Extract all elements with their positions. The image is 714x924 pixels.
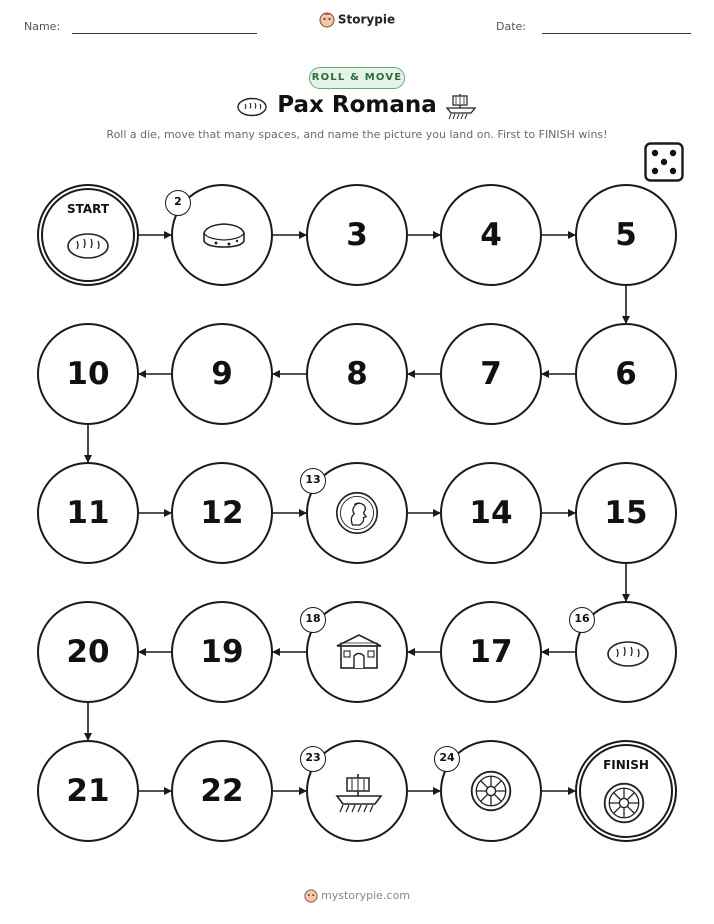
space-number: 4 bbox=[480, 217, 502, 253]
board-space bbox=[575, 323, 677, 425]
brand-name: Storypie bbox=[337, 12, 396, 27]
space-number: 3 bbox=[346, 217, 368, 253]
page-title: Pax Romana bbox=[277, 92, 437, 118]
space-number: 9 bbox=[211, 356, 233, 392]
chariot-wheel-icon bbox=[468, 768, 518, 808]
space-number: 12 bbox=[200, 495, 244, 531]
board-space bbox=[306, 184, 408, 286]
roman-coin-icon bbox=[334, 490, 384, 530]
board-space bbox=[306, 740, 408, 842]
board-space bbox=[440, 601, 542, 703]
space-number: 5 bbox=[615, 217, 637, 253]
board-space bbox=[575, 462, 677, 564]
board-space bbox=[440, 323, 542, 425]
space-number: 22 bbox=[200, 773, 244, 809]
space-number: 11 bbox=[66, 495, 110, 531]
board-space bbox=[306, 323, 408, 425]
finish-label: FINISH bbox=[603, 758, 649, 772]
space-number: 24 bbox=[434, 746, 460, 772]
board-space bbox=[37, 740, 139, 842]
board-space bbox=[575, 601, 677, 703]
date-label: Date: bbox=[496, 20, 526, 33]
board-space bbox=[171, 184, 273, 286]
space-number: 7 bbox=[480, 356, 502, 392]
space-number: 6 bbox=[615, 356, 637, 392]
board-space bbox=[440, 184, 542, 286]
space-number: 18 bbox=[300, 607, 326, 633]
board-space bbox=[306, 462, 408, 564]
space-number: 15 bbox=[604, 495, 648, 531]
board-space bbox=[440, 740, 542, 842]
board-space bbox=[37, 601, 139, 703]
space-number: 19 bbox=[200, 634, 244, 670]
space-number: 23 bbox=[300, 746, 326, 772]
footer bbox=[0, 889, 714, 903]
bread-icon bbox=[603, 632, 653, 672]
board-space bbox=[440, 462, 542, 564]
start-label: START bbox=[66, 202, 110, 216]
space-number: 17 bbox=[469, 634, 513, 670]
space-number: 10 bbox=[66, 356, 110, 392]
space-number: 14 bbox=[469, 495, 513, 531]
board-space bbox=[37, 462, 139, 564]
bread-icon bbox=[63, 224, 113, 264]
space-number: 21 bbox=[66, 773, 110, 809]
space-number: 2 bbox=[165, 190, 191, 216]
space-number: 13 bbox=[300, 468, 326, 494]
finish-space bbox=[575, 740, 677, 842]
board-space bbox=[171, 601, 273, 703]
roman-house-icon bbox=[334, 632, 384, 672]
board-space bbox=[171, 323, 273, 425]
space-number: 8 bbox=[346, 356, 368, 392]
board-space bbox=[171, 740, 273, 842]
galley-ship-icon bbox=[334, 771, 384, 811]
board-space bbox=[306, 601, 408, 703]
space-number: 16 bbox=[569, 607, 595, 633]
board-space bbox=[171, 462, 273, 564]
game-type-badge: ROLL & MOVE bbox=[309, 67, 405, 89]
space-number: 20 bbox=[66, 634, 110, 670]
chariot-wheel-icon bbox=[601, 780, 651, 820]
instructions: Roll a die, move that many spaces, and name the picture you land on. First to FINISH wins! bbox=[106, 128, 608, 141]
cheese-icon bbox=[199, 215, 249, 255]
footer-url: mystorypie.com bbox=[321, 889, 410, 902]
board-space bbox=[37, 323, 139, 425]
storypie-logo-icon bbox=[304, 889, 318, 903]
board-space bbox=[575, 184, 677, 286]
name-label: Name: bbox=[24, 20, 61, 33]
start-space bbox=[37, 184, 139, 286]
